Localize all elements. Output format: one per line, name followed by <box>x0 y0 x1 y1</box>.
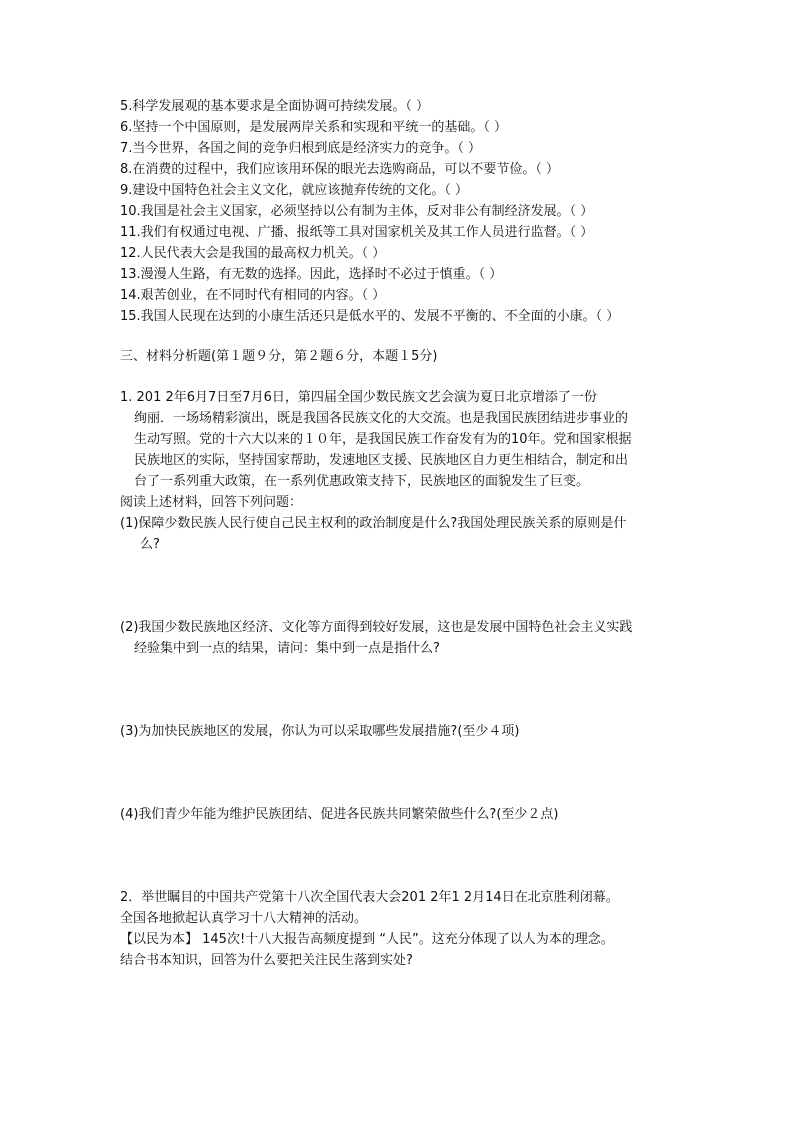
q2-line-1: 2．举世瞩目的中国共产党第十八次全国代表大会201 2年1 2月14日在北京胜利闭幕。 <box>120 890 619 905</box>
judgement-item-6: 6.坚持一个中国原则，是发展两岸关系和实现和平统一的基础。（ ） <box>120 120 508 135</box>
q1-material-line-1: 1. 201 2年6月7日至7月6日，第四届全国少数民族文艺会演为夏日北京增添了一份 <box>120 390 597 405</box>
q1-material-line-4: 民族地区的实际，坚持国家帮助，发速地区支援、民族地区自力更生相结合，制定和出 <box>134 453 629 468</box>
q2-line-3: 【以民为本】 145次!十八大报告高频度提到 “人民”。这充分体现了以人为本的理念。 <box>120 932 614 947</box>
q1-prompt: 阅读上述材料，回答下列问题： <box>120 495 303 510</box>
judgement-item-9: 9.建设中国特色社会主义文化，就应该抛弃传统的文化。（ ） <box>120 183 469 198</box>
q1-sub2-line-1: (2)我国少数民族地区经济、文化等方面得到较好发展，这也是发展中国特色社会主义实践 <box>120 620 633 635</box>
judgement-item-5: 5.科学发展观的基本要求是全面协调可持续发展。（ ） <box>120 99 430 114</box>
q2-line-4: 结合书本知识，回答为什么要把关注民生落到实处? <box>120 953 413 968</box>
judgement-item-12: 12.人民代表大会是我国的最高权力机关。（ ） <box>120 246 386 261</box>
q1-sub2-line-2: 经验集中到一点的结果，请问：集中到一点是指什么? <box>134 641 440 656</box>
section-title: 三、材料分析题(第１题９分，第２题６分，本题１5分) <box>120 349 438 364</box>
judgement-item-8: 8.在消费的过程中，我们应该用环保的眼光去选购商品，可以不要节俭。（ ） <box>120 162 560 177</box>
judgement-item-11: 11.我们有权通过电视、广播、报纸等工具对国家机关及其工作人员进行监督。（ ） <box>120 225 594 240</box>
q1-sub1-line-1: (1)保障少数民族人民行使自己民主权利的政治制度是什么?我国处理民族关系的原则是什 <box>120 516 627 531</box>
judgement-item-13: 13.漫漫人生路，有无数的选择。因此，选择时不必过于慎重。（ ） <box>120 267 503 282</box>
q1-sub4: (4)我们青少年能为维护民族团结、促进各民族共同繁荣做些什么?(至少２点) <box>120 807 559 822</box>
judgement-item-15: 15.我国人民现在达到的小康生活还只是低水平的、发展不平衡的、不全面的小康。（ ） <box>120 309 620 324</box>
judgement-item-10: 10.我国是社会主义国家，必须坚持以公有制为主体，反对非公有制经济发展。（ ） <box>120 204 594 219</box>
q1-sub3: (3)为加快民族地区的发展，你认为可以采取哪些发展措施?(至少４项) <box>120 724 520 739</box>
judgement-item-7: 7.当今世界，各国之间的竞争归根到底是经济实力的竞争。（ ） <box>120 141 482 156</box>
q1-material-line-3: 生动写照。党的十六大以来的１０年，是我国民族工作奋发有为的10年。党和国家根据 <box>134 432 632 447</box>
q1-sub1-line-2: 么? <box>140 537 160 552</box>
q1-material-line-2: 绚丽．一场场精彩演出，既是我国各民族文化的大交流。也是我国民族团结进步事业的 <box>134 411 629 426</box>
judgement-item-14: 14.艰苦创业，在不同时代有相同的内容。（ ） <box>120 288 386 303</box>
q1-material-line-5: 台了一系列重大政策，在一系列优惠政策支持下，民族地区的面貌发生了巨变。 <box>134 474 590 489</box>
q2-line-2: 全国各地掀起认真学习十八大精神的活动。 <box>120 911 368 926</box>
